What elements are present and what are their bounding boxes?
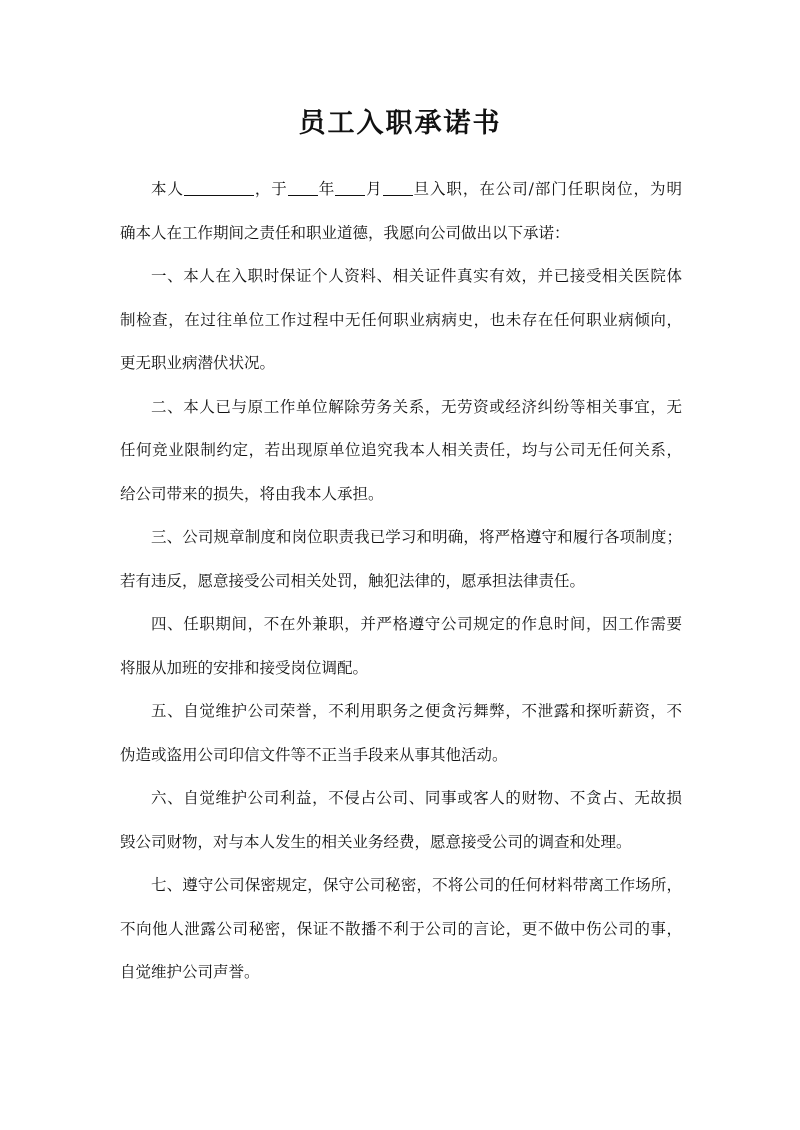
clause-3-line-1: 三、公司规章制度和岗位职责我已学习和明确，将严格遵守和履行各项制度； [151, 528, 682, 546]
clause-7-line-3: 自觉维护公司声誉。 [120, 963, 260, 981]
clause-6-line-1: 六、自觉维护公司利益，不侵占公司、同事或客人的财物、不贪占、无故损 [151, 789, 682, 807]
clause-1-line-1: 一、本人在入职时保证个人资料、相关证件真实有效，并已接受相关医院体 [151, 267, 682, 285]
clause-7-line-2: 不向他人泄露公司秘密，保证不散播不利于公司的言论，更不做中伤公司的事， [120, 919, 682, 938]
day-blank[interactable] [383, 194, 413, 196]
intro-text-rest: 旦入职，在公司/部门任职岗位，为明 [412, 180, 682, 198]
clause-2-line-3: 给公司带来的损失，将由我本人承担。 [120, 484, 384, 503]
clause-5-line-2: 伪造或盗用公司印信文件等不正当手段来从事其他活动。 [120, 745, 508, 764]
clause-1-line-3: 更无职业病潜伏状况。 [120, 354, 276, 372]
document-title: 员工入职承诺书 [298, 108, 502, 139]
name-blank[interactable] [184, 194, 254, 196]
intro-text-on: ，于 [253, 180, 288, 198]
intro-text-year: 年 [317, 180, 336, 198]
month-blank[interactable] [335, 194, 365, 196]
clause-6-line-2: 毁公司财物，对与本人发生的相关业务经费，愿意接受公司的调查和处理。 [120, 832, 632, 851]
clause-1-line-2: 制检查，在过往单位工作过程中无任何职业病病史，也未存在任何职业病倾向， [120, 310, 682, 329]
intro-line-2: 确本人在工作期间之责任和职业道德，我愿向公司做出以下承诺： [120, 223, 570, 242]
clause-5-line-1: 五、自觉维护公司荣誉，不利用职务之便贪污舞弊，不泄露和探听薪资，不 [151, 702, 682, 720]
clause-3-line-2: 若有违反，愿意接受公司相关处罚，触犯法律的，愿承担法律责任。 [120, 571, 586, 590]
clause-2-line-2: 任何竞业限制约定，若出现原单位追究我本人相关责任，均与公司无任何关系， [120, 441, 682, 459]
year-blank[interactable] [288, 194, 318, 196]
clause-2-line-1: 二、本人已与原工作单位解除劳务关系，无劳资或经济纠纷等相关事宜，无 [151, 397, 682, 416]
intro-text-month: 月 [365, 180, 383, 198]
intro-line-1 [120, 168, 682, 212]
document-body [120, 168, 682, 995]
clause-4-line-2: 将服从加班的安排和接受岗位调配。 [120, 658, 369, 677]
clause-4-line-1: 四、任职期间，不在外兼职，并严格遵守公司规定的作息时间，因工作需要 [151, 615, 682, 633]
clause-7-line-1: 七、遵守公司保密规定，保守公司秘密，不将公司的任何材料带离工作场所， [151, 876, 682, 894]
intro-text-self: 本人 [151, 180, 184, 198]
